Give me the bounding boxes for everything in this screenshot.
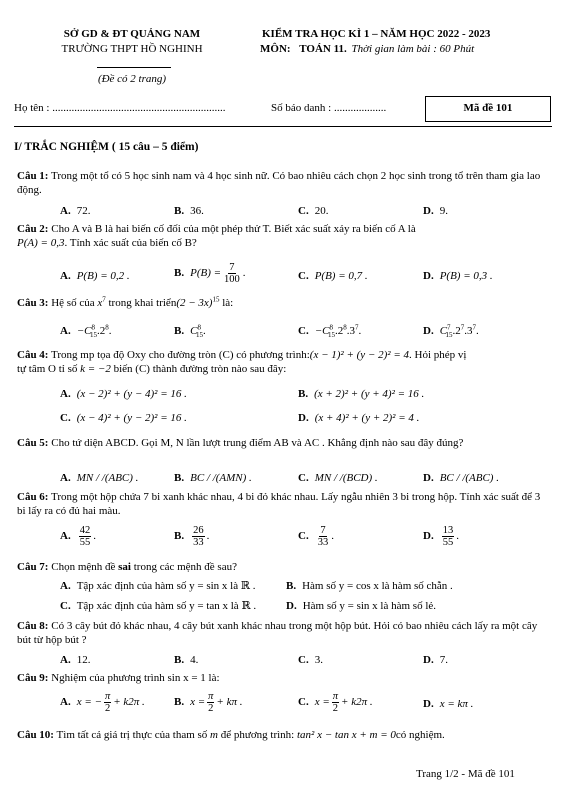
name-line: Họ tên : ...............................................................: [14, 102, 226, 114]
question-label: Câu 2:: [17, 223, 49, 235]
q4-option-c[interactable]: C. (x − 4)² + (y − 2)² = 16 .: [60, 412, 187, 424]
q6-option-d[interactable]: D. $\frac{13}{55}$ .: [423, 525, 459, 549]
q2-option-d[interactable]: D. P(B) = 0,3 .: [423, 270, 493, 282]
school-name: TRƯỜNG THPT HỒ NGHINH: [61, 43, 203, 55]
q2-option-b[interactable]: B. P(B) = $\frac{7}{100}$ .: [174, 262, 246, 286]
q7-option-c[interactable]: C. Tập xác định của hàm số y = tan x là ℝ .: [60, 600, 257, 612]
question-2: [17, 223, 547, 251]
question-10: Câu 10: Tìm tất cả giá trị thực của tham số m để phương trình: tan² x − tan x + m = 0có nghiệm.: [17, 729, 445, 741]
q6-option-c[interactable]: C. $\frac{7}{33}$ .: [298, 525, 334, 549]
q7-option-b[interactable]: B. Hàm số y = cos x là hàm số chẵn .: [286, 580, 453, 592]
subject-label: MÔN:: [260, 43, 291, 55]
question-7: Câu 7: Chọn mệnh đề sai trong các mệnh đề sau?: [17, 561, 237, 573]
question-text: Cho A và B là hai biến cố đối của một phép thử T. Biết xác suất xảy ra biến cố A là: [51, 223, 416, 235]
q7-option-a[interactable]: A. Tập xác định của hàm số y = sin x là ℝ .: [60, 580, 256, 592]
q8-option-d[interactable]: D. 7.: [423, 654, 448, 666]
q8-option-a[interactable]: A. 12.: [60, 654, 91, 666]
page-footer: Trang 1/2 - Mã đề 101: [416, 768, 515, 780]
exam-code-box: Mã đề 101: [425, 96, 551, 122]
question-formula: P(A) = 0,3: [17, 236, 65, 249]
question-1: [17, 170, 547, 198]
q1-option-b[interactable]: B. 36.: [174, 205, 204, 217]
question-5: Câu 5: Cho tứ diện ABCD. Gọi M, N lần lượt trung điểm AB và AC . Khẳng định nào sau đây đúng?: [17, 437, 464, 449]
q4-option-a[interactable]: A. (x − 2)² + (y − 4)² = 16 .: [60, 388, 187, 400]
q3-option-c[interactable]: C. $-C^8_{15}.2^8.3^7$.: [298, 323, 362, 340]
q1-option-a[interactable]: A. 72.: [60, 205, 91, 217]
q9-option-c[interactable]: C. x = $\frac{\pi}{2}$ + k2π .: [298, 691, 373, 715]
q1-option-d[interactable]: D. 9.: [423, 205, 448, 217]
q3-option-b[interactable]: B. $C^8_{15}$.: [174, 323, 206, 340]
question-label: Câu 1:: [17, 170, 49, 182]
student-number-line: Số báo danh : ...................: [271, 102, 387, 114]
q3-option-d[interactable]: D. $C^7_{15}.2^7.3^7$.: [423, 323, 479, 340]
fraction: $\frac{7}{100}$: [224, 262, 240, 286]
question-text: . Tính xác suất của biến cố B?: [64, 236, 197, 249]
q4-option-b[interactable]: B. (x + 2)² + (y + 4)² = 16 .: [298, 388, 425, 400]
page-count-note: (Đề có 2 trang): [97, 73, 167, 85]
q2-option-c[interactable]: C. P(B) = 0,7 .: [298, 270, 368, 282]
q8-option-b[interactable]: B. 4.: [174, 654, 199, 666]
question-9: Câu 9: Nghiệm của phương trình sin x = 1 là:: [17, 672, 220, 684]
header-divider: [97, 67, 171, 68]
subject-line: [260, 43, 474, 57]
section-title: I/ TRẮC NGHIỆM ( 15 câu – 5 điểm): [14, 141, 199, 153]
q5-option-b[interactable]: B. BC / /(AMN) .: [174, 472, 252, 484]
question-8: Câu 8: Có 3 cây bút đỏ khác nhau, 4 cây bút xanh khác nhau trong một hộp bút. Hỏi có bao nhiêu cách lấy ra một cây bút từ hộp bút ?: [17, 620, 538, 646]
q5-option-c[interactable]: C. MN / /(BCD) .: [298, 472, 378, 484]
q8-option-c[interactable]: C. 3.: [298, 654, 323, 666]
q9-option-d[interactable]: D. x = kπ .: [423, 698, 474, 710]
q7-option-d[interactable]: D. Hàm số y = sin x là hàm số lẻ.: [286, 600, 437, 612]
q5-option-d[interactable]: D. BC / /(ABC) .: [423, 472, 499, 484]
q6-option-a[interactable]: A. $\frac{42}{55}$ .: [60, 525, 96, 549]
q9-option-b[interactable]: B. x = $\frac{\pi}{2}$ + kπ .: [174, 691, 243, 715]
q3-option-a[interactable]: A. $-C^8_{15}.2^8$.: [60, 323, 112, 340]
subject-name: TOÁN 11.: [299, 43, 347, 55]
department-name: SỞ GD & ĐT QUẢNG NAM: [63, 28, 201, 40]
question-3: Câu 3: Hệ số của $x^7$ trong khai triển(2 − 3x)$^{15}$ là:: [17, 295, 234, 309]
exam-time: Thời gian làm bài : 60 Phút: [351, 43, 475, 55]
q6-option-b[interactable]: B. $\frac{26}{33}$ .: [174, 525, 210, 549]
question-text: Trong một tổ có 5 học sinh nam và 4 học sinh nữ. Có bao nhiêu cách chọn 2 học sinh trong tổ trên tham gia lao động.: [17, 170, 541, 196]
q1-option-c[interactable]: C. 20.: [298, 205, 329, 217]
q2-option-a[interactable]: A. P(B) = 0,2 .: [60, 270, 130, 282]
section-divider: [14, 126, 552, 127]
q4-option-d[interactable]: D. (x + 4)² + (y + 2)² = 4 .: [298, 412, 420, 424]
q9-option-a[interactable]: A. x = − $\frac{\pi}{2}$ + k2π .: [60, 691, 145, 715]
q5-option-a[interactable]: A. MN / /(ABC) .: [60, 472, 139, 484]
question-6: Câu 6: Trong một hộp chứa 7 bi xanh khác nhau, 4 bi đỏ khác nhau. Lấy ngẫu nhiên 3 bi trong hộp. Tính xác suất để 3 bi lấy ra có đủ hai màu.: [17, 491, 541, 517]
exam-title: KIỂM TRA HỌC KÌ 1 – NĂM HỌC 2022 - 2023: [262, 28, 491, 40]
question-4: Câu 4: Trong mp tọa độ Oxy cho đường tròn (C) có phương trình:(x − 1)² + (y − 2)² = 4. Hỏi phép vị tự tâm O tỉ số k = −2 biến (C) thành đường tròn nào sau đây:: [17, 349, 467, 375]
